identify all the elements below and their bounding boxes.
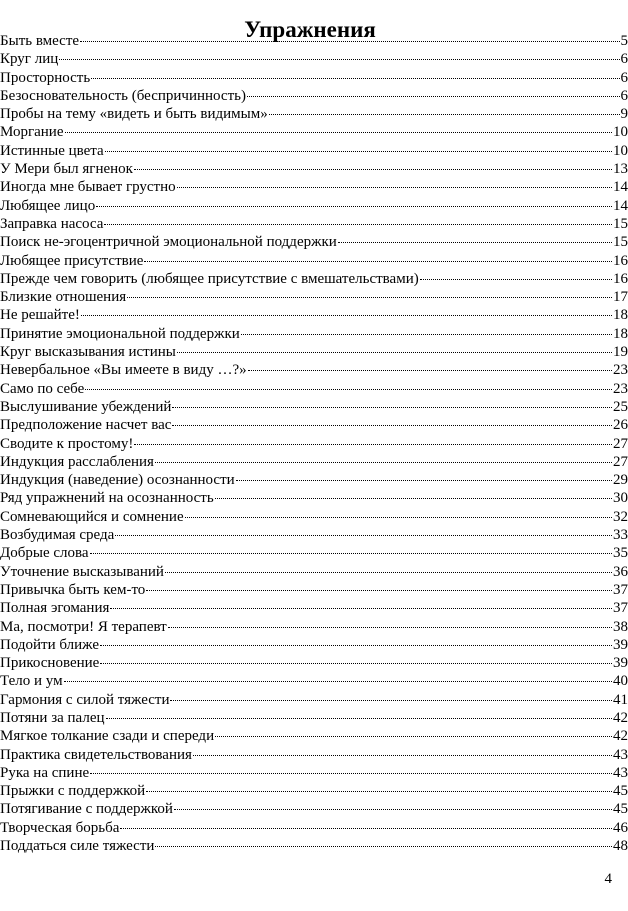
dot-leader <box>96 194 612 207</box>
toc-entry-label: Подойти ближе <box>0 636 99 653</box>
toc-entry-label: Поддаться силе тяжести <box>0 838 155 855</box>
toc-entry-page: 23 <box>613 380 628 397</box>
toc-entry-label: Ряд упражнений на осознанность <box>0 490 214 507</box>
toc-entry-page: 26 <box>613 417 628 434</box>
toc-entry-page: 42 <box>613 728 628 745</box>
dot-leader <box>172 395 612 408</box>
dot-leader <box>59 47 619 60</box>
toc-entry-page: 32 <box>613 508 628 525</box>
dot-leader <box>90 761 612 774</box>
page-title: Упражнения <box>244 17 376 43</box>
toc-entry-label: Прежде чем говорить (любящее присутствие с вмешательствами) <box>0 270 419 287</box>
toc-entry-label: Потягивание с поддержкой <box>0 801 173 818</box>
dot-leader <box>104 212 612 225</box>
dot-leader <box>85 377 612 390</box>
toc-entry-label: Практика свидетельствования <box>0 746 192 763</box>
toc-entry-page: 14 <box>613 179 628 196</box>
page-number: 4 <box>604 871 612 887</box>
dot-leader <box>177 340 612 353</box>
toc-entry-page: 46 <box>613 819 628 836</box>
dot-leader <box>115 523 612 536</box>
toc-entry-label: Поиск не-эгоцентричной эмоциональной поддержки <box>0 234 337 251</box>
toc-entry-page: 43 <box>613 746 628 763</box>
dot-leader <box>146 779 612 792</box>
toc-entry-label: Выслушивание убеждений <box>0 398 172 415</box>
toc-entry-page: 39 <box>613 636 628 653</box>
toc-entry-label: Рука на спине <box>0 764 90 781</box>
toc-entry-page: 15 <box>613 215 628 232</box>
toc-entry-page: 5 <box>620 33 628 49</box>
toc-entry-label: Быть вместе <box>0 33 80 49</box>
toc-entry-label: У Мери был ягненок <box>0 161 133 178</box>
dot-leader <box>185 505 612 518</box>
toc-entry-label: Привычка быть кем-то <box>0 581 146 598</box>
table-of-contents <box>0 32 628 855</box>
dot-leader <box>155 450 612 463</box>
dot-leader <box>127 285 612 298</box>
dot-leader <box>172 413 612 426</box>
toc-entry-page: 18 <box>613 325 628 342</box>
toc-entry-label: Круг высказывания истины <box>0 344 176 361</box>
toc-entry-page: 27 <box>613 453 628 470</box>
toc-entry-label: Круг лиц <box>0 51 59 68</box>
toc-entry-page: 36 <box>613 563 628 580</box>
toc-entry-page: 16 <box>613 252 628 269</box>
toc-entry-label: Принятие эмоциональной поддержки <box>0 325 240 342</box>
toc-entry-label: Потяни за палец <box>0 709 105 726</box>
dot-leader <box>215 724 612 737</box>
toc-entry-page: 35 <box>613 545 628 562</box>
toc-entry-page: 14 <box>613 197 628 214</box>
toc-entry-page: 30 <box>613 490 628 507</box>
dot-leader <box>248 358 612 371</box>
toc-entry-label: Прыжки с поддержкой <box>0 783 146 800</box>
toc-entry-page: 40 <box>613 673 628 690</box>
toc-entry-label: Само по себе <box>0 380 85 397</box>
toc-entry-page: 6 <box>620 69 628 86</box>
toc-entry-label: Безосновательность (беспричинность) <box>0 87 246 104</box>
dot-leader <box>64 669 612 682</box>
toc-entry-label: Просторность <box>0 69 91 86</box>
dot-leader <box>247 84 620 97</box>
toc-entry-label: Заправка насоса <box>0 215 104 232</box>
toc-entry-page: 13 <box>613 161 628 178</box>
toc-entry-label: Индукция расслабления <box>0 453 154 470</box>
toc-entry-page: 23 <box>613 362 628 379</box>
dot-leader <box>177 175 612 188</box>
dot-leader <box>338 230 612 243</box>
dot-leader <box>91 66 619 79</box>
dot-leader <box>174 797 612 810</box>
toc-entry-page: 41 <box>613 691 628 708</box>
dot-leader <box>134 432 612 445</box>
toc-entry-page: 38 <box>613 618 628 635</box>
toc-entry-label: Индукция (наведение) осознанности <box>0 472 235 489</box>
toc-entry-page: 48 <box>613 838 628 855</box>
toc-entry-label: Моргание <box>0 124 64 141</box>
toc-entry-page: 39 <box>613 655 628 672</box>
dot-leader <box>110 596 612 609</box>
toc-entry-label: Прикосновение <box>0 655 100 672</box>
toc-entry-page: 9 <box>620 106 628 123</box>
toc-entry-page: 43 <box>613 764 628 781</box>
dot-leader <box>120 816 612 829</box>
toc-entry-page: 42 <box>613 709 628 726</box>
dot-leader <box>193 743 612 756</box>
toc-entry-label: Возбудимая среда <box>0 527 115 544</box>
dot-leader <box>165 560 612 573</box>
toc-entry-page: 17 <box>613 289 628 306</box>
dot-leader <box>100 633 612 646</box>
dot-leader <box>168 615 612 628</box>
toc-entry-page: 6 <box>620 51 628 68</box>
toc-entry-page: 6 <box>620 87 628 104</box>
toc-entry-page: 29 <box>613 472 628 489</box>
toc-entry-page: 27 <box>613 435 628 452</box>
toc-entry-page: 10 <box>613 142 628 159</box>
dot-leader <box>90 541 612 554</box>
dot-leader <box>105 139 612 152</box>
dot-leader <box>134 157 612 170</box>
toc-entry-page: 37 <box>613 581 628 598</box>
dot-leader <box>420 267 612 280</box>
toc-entry-label: Гармония с силой тяжести <box>0 691 170 708</box>
toc-entry-label: Предположение насчет вас <box>0 417 172 434</box>
toc-entry-label: Ма, посмотри! Я терапевт <box>0 618 167 635</box>
toc-entry-page: 37 <box>613 600 628 617</box>
toc-entry-page: 45 <box>613 801 628 818</box>
toc-entry-label: Невербальное «Вы имеете в виду …?» <box>0 362 247 379</box>
dot-leader <box>100 651 612 664</box>
dot-leader <box>80 29 619 42</box>
toc-entry-page: 33 <box>613 527 628 544</box>
toc-entry-label: Сводите к простому! <box>0 435 134 452</box>
toc-entry[interactable] <box>0 837 628 855</box>
toc-entry-label: Иногда мне бывает грустно <box>0 179 176 196</box>
toc-entry-label: Полная эгомания <box>0 600 110 617</box>
toc-entry-page: 19 <box>613 344 628 361</box>
toc-entry-label: Творческая борьба <box>0 819 120 836</box>
toc-entry-page: 18 <box>613 307 628 324</box>
dot-leader <box>146 578 612 591</box>
toc-entry-page: 10 <box>613 124 628 141</box>
toc-entry-page: 16 <box>613 270 628 287</box>
toc-entry-label: Истинные цвета <box>0 142 104 159</box>
toc-entry-label: Любящее присутствие <box>0 252 144 269</box>
toc-entry-label: Не решайте! <box>0 307 80 324</box>
dot-leader <box>81 303 612 316</box>
toc-entry-page: 25 <box>613 398 628 415</box>
dot-leader <box>170 688 612 701</box>
toc-entry-label: Уточнение высказываний <box>0 563 164 580</box>
toc-entry-label: Сомневающийся и сомнение <box>0 508 184 525</box>
dot-leader <box>65 120 613 133</box>
dot-leader <box>144 249 612 262</box>
dot-leader <box>241 322 612 335</box>
dot-leader <box>236 468 612 481</box>
toc-entry-page: 15 <box>613 234 628 251</box>
toc-entry-label: Пробы на тему «видеть и быть видимым» <box>0 106 268 123</box>
dot-leader <box>269 102 620 115</box>
toc-entry-label: Мягкое толкание сзади и спереди <box>0 728 215 745</box>
dot-leader <box>106 706 612 719</box>
toc-entry-label: Любящее лицо <box>0 197 96 214</box>
toc-entry-label: Добрые слова <box>0 545 89 562</box>
toc-entry-page: 45 <box>613 783 628 800</box>
dot-leader <box>215 486 612 499</box>
toc-entry-label: Тело и ум <box>0 673 63 690</box>
toc-entry-label: Близкие отношения <box>0 289 127 306</box>
dot-leader <box>155 834 612 847</box>
